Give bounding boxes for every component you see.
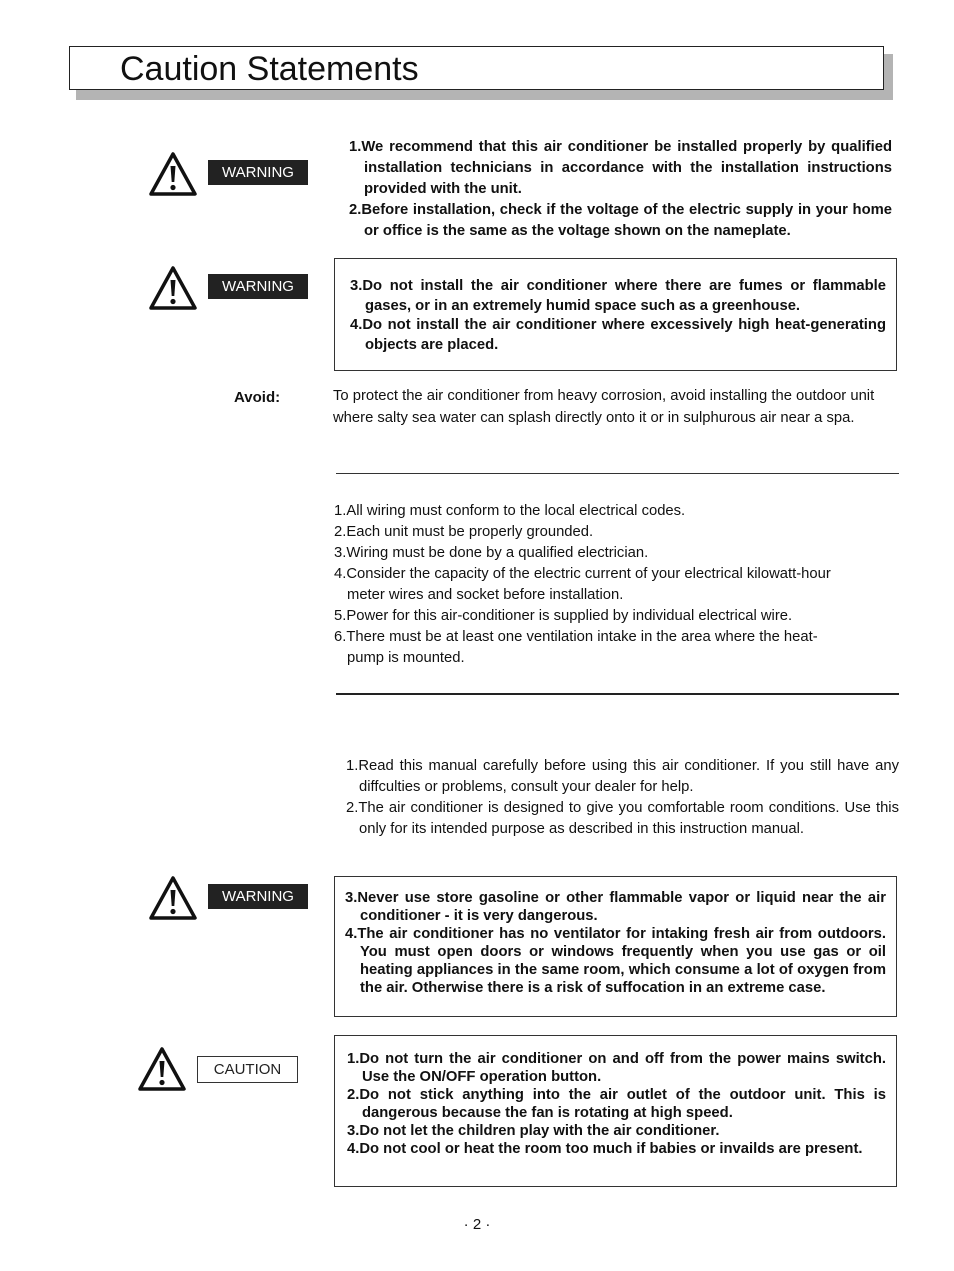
list-item: 2.Before installation, check if the voltage of the electric supply in your home or office is the same as the voltage shown on the nameplate. [349,202,892,239]
avoid-text: To protect the air conditioner from heavy corrosion, avoid installing the outdoor unit where salty sea water can splash directly onto it or in sulphurous air near a spa. [333,388,875,426]
caution-triangle-icon [137,1046,187,1092]
warning-label: WARNING [208,160,308,185]
list-item: 4.The air conditioner has no ventilator for intaking fresh air from outdoors. You must open doors or windows frequently when you use gas or oil heating appliances in the same room, which consume a lot of oxygen from the air. Otherwise there is a risk of suffocation in an extreme case. [345,926,886,996]
list-item: 1.Do not turn the air conditioner on and off from the power mains switch. Use the ON/OFF operation button. [347,1051,886,1085]
list-item: 3.Never use store gasoline or other flammable vapor or liquid near the air conditioner - it is very dangerous. [345,890,886,924]
list-item: 1.We recommend that this air conditioner be installed properly by qualified installation technicians in accordance with the installation instructions provided with the unit. [349,139,892,197]
divider [336,473,899,474]
list-item: 3.Do not install the air conditioner where there are fumes or flammable gases, or in an extremely humid space such as a greenhouse. [350,278,886,314]
operation-list [346,756,899,840]
list-item: 2.The air conditioner is designed to give you comfortable room conditions. Use this only for its intended purpose as described in this instruction manual. [346,800,899,837]
list-item: 3.Wiring must be done by a qualified electrician. [334,545,649,561]
title-box [69,46,884,90]
list-item: 4.Consider the capacity of the electric current of your electrical kilowatt-hour meter wires and socket before installation. [334,566,831,603]
divider [336,693,899,695]
list-item: 4.Do not cool or heat the room too much if babies or invailds are present. [347,1141,863,1157]
list-item: 2.Do not stick anything into the air outlet of the outdoor unit. This is dangerous because the fan is rotating at high speed. [347,1087,886,1121]
location-list [350,277,886,355]
warning-triangle-icon [148,151,198,197]
usage-caution-list [347,1050,886,1158]
location-warning-box [334,258,897,371]
installation-list [349,137,892,242]
list-item: 1.Read this manual carefully before using this air conditioner. If you still have any diffculties or problems, consult your dealer for help. [346,758,899,795]
warning-label: WARNING [208,884,308,909]
page-number: · 2 · [463,1216,491,1233]
page-title: Caution Statements [120,50,419,88]
list-item: 4.Do not install the air conditioner where excessively high heat-generating objects are placed. [350,317,886,353]
list-item: 6.There must be at least one ventilation intake in the area where the heat-pump is mounted. [334,629,818,666]
usage-caution-box [334,1035,897,1187]
fire-safety-list [345,889,886,997]
electrical-list [334,501,854,669]
warning-label: WARNING [208,274,308,299]
caution-label: CAUTION [197,1056,298,1083]
list-item: 5.Power for this air-conditioner is supplied by individual electrical wire. [334,608,793,624]
avoid-label: Avoid: [234,389,281,406]
list-item: 3.Do not let the children play with the air conditioner. [347,1123,720,1139]
list-item: 1.All wiring must conform to the local electrical codes. [334,503,686,519]
warning-triangle-icon [148,875,198,921]
fire-safety-warning-box [334,876,897,1017]
warning-triangle-icon [148,265,198,311]
list-item: 2.Each unit must be properly grounded. [334,524,594,540]
